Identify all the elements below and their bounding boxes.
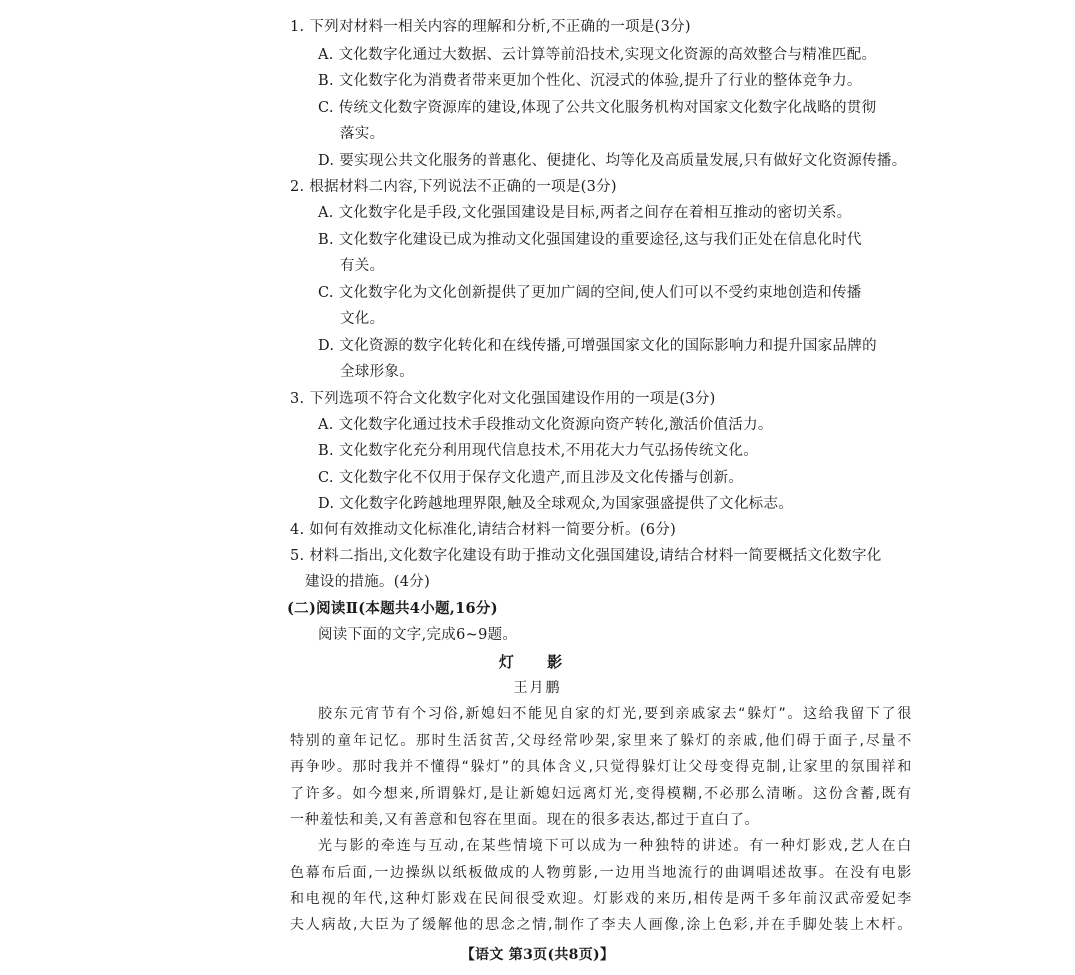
question-2-option-b-continued: 有关。	[340, 258, 385, 274]
paragraph-2-line: 色幕布后面,一边操纵以纸板做成的人物剪影,一边用当地流行的曲调唱述故事。在没有电影	[290, 865, 912, 881]
paragraph-2-line: 夫人病故,大臣为了缓解他的思念之情,制作了李夫人画像,涂上色彩,并在手脚处装上木杆。	[290, 917, 912, 933]
question-4: 4. 如何有效推动文化标准化,请结合材料一简要分析。(6分)	[290, 522, 677, 538]
paragraph-1-line: 特别的童年记忆。那时生活贫苦,父母经常吵架,家里来了躲灯的亲戚,他们碍于面子,尽量不	[290, 733, 912, 749]
paragraph-1-line: 了许多。如今想来,所谓躲灯,是让新媳妇远离灯光,变得模糊,不必那么清晰。这份含蓄,既有	[290, 786, 912, 802]
paragraph-1-line: 胶东元宵节有个习俗,新媳妇不能见自家的灯光,要到亲戚家去“躲灯”。这给我留下了很	[318, 706, 912, 722]
section-instruction: 阅读下面的文字,完成6~9题。	[318, 627, 518, 643]
question-1-option-b: B. 文化数字化为消费者带来更加个性化、沉浸式的体验,提升了行业的整体竞争力。	[318, 73, 862, 89]
question-2-option-d-continued: 全球形象。	[340, 364, 414, 380]
question-2-option-b: B. 文化数字化建设已成为推动文化强国建设的重要途径,这与我们正处在信息化时代	[318, 232, 862, 248]
question-3-option-a: A. 文化数字化通过技术手段推动文化资源向资产转化,激活价值活力。	[318, 417, 773, 433]
page-footer: 【语文 第3页(共8页)】	[460, 947, 615, 963]
question-3-option-c: C. 文化数字化不仅用于保存文化遗产,而且涉及文化传播与创新。	[318, 470, 744, 486]
paragraph-1-line: 再争吵。那时我并不懂得“躲灯”的具体含义,只觉得躲灯让父母变得克制,让家里的氛围祥和	[290, 759, 912, 775]
question-5-continued: 建设的措施。(4分)	[305, 574, 431, 590]
article-author: 王月鹏	[513, 680, 562, 696]
paragraph-2-line: 光与影的牵连与互动,在某些情境下可以成为一种独特的讲述。有一种灯影戏,艺人在白	[318, 838, 912, 854]
question-1-option-c-continued: 落实。	[340, 126, 385, 142]
question-1-option-a: A. 文化数字化通过大数据、云计算等前沿技术,实现文化资源的高效整合与精准匹配。	[318, 47, 877, 63]
question-1-option-c: C. 传统文化数字资源库的建设,体现了公共文化服务机构对国家文化数字化战略的贯彻	[318, 100, 877, 116]
question-3-option-d: D. 文化数字化跨越地理界限,触及全球观众,为国家强盛提供了文化标志。	[318, 496, 794, 512]
question-2-option-d: D. 文化资源的数字化转化和在线传播,可增强国家文化的国际影响力和提升国家品牌的	[318, 338, 877, 354]
question-2-stem: 2. 根据材料二内容,下列说法不正确的一项是(3分)	[290, 179, 617, 195]
question-5: 5. 材料二指出,文化数字化建设有助于推动文化强国建设,请结合材料一简要概括文化数字化	[290, 548, 882, 564]
paragraph-1-line: 一种羞怯和美,又有善意和包容在里面。现在的很多表达,都过于直白了。	[290, 812, 760, 828]
question-2-option-c: C. 文化数字化为文化创新提供了更加广阔的空间,使人们可以不受约束地创造和传播	[318, 285, 862, 301]
question-1-stem: 1. 下列对材料一相关内容的理解和分析,不正确的一项是(3分)	[290, 19, 691, 35]
question-2-option-c-continued: 文化。	[340, 311, 385, 327]
question-3-stem: 3. 下列选项不符合文化数字化对文化强国建设作用的一项是(3分)	[290, 391, 716, 407]
paragraph-2-line: 和电视的年代,这种灯影戏在民间很受欢迎。灯影戏的来历,相传是两千多年前汉武帝爱妃李	[290, 891, 912, 907]
article-title: 灯 影	[498, 653, 577, 671]
section-heading: (二)阅读Ⅱ(本题共4小题,16分)	[287, 600, 498, 617]
question-1-option-d: D. 要实现公共文化服务的普惠化、便捷化、均等化及高质量发展,只有做好文化资源传播。	[318, 153, 907, 169]
question-2-option-a: A. 文化数字化是手段,文化强国建设是目标,两者之间存在着相互推动的密切关系。	[318, 205, 852, 221]
question-3-option-b: B. 文化数字化充分利用现代信息技术,不用花大力气弘扬传统文化。	[318, 443, 759, 459]
